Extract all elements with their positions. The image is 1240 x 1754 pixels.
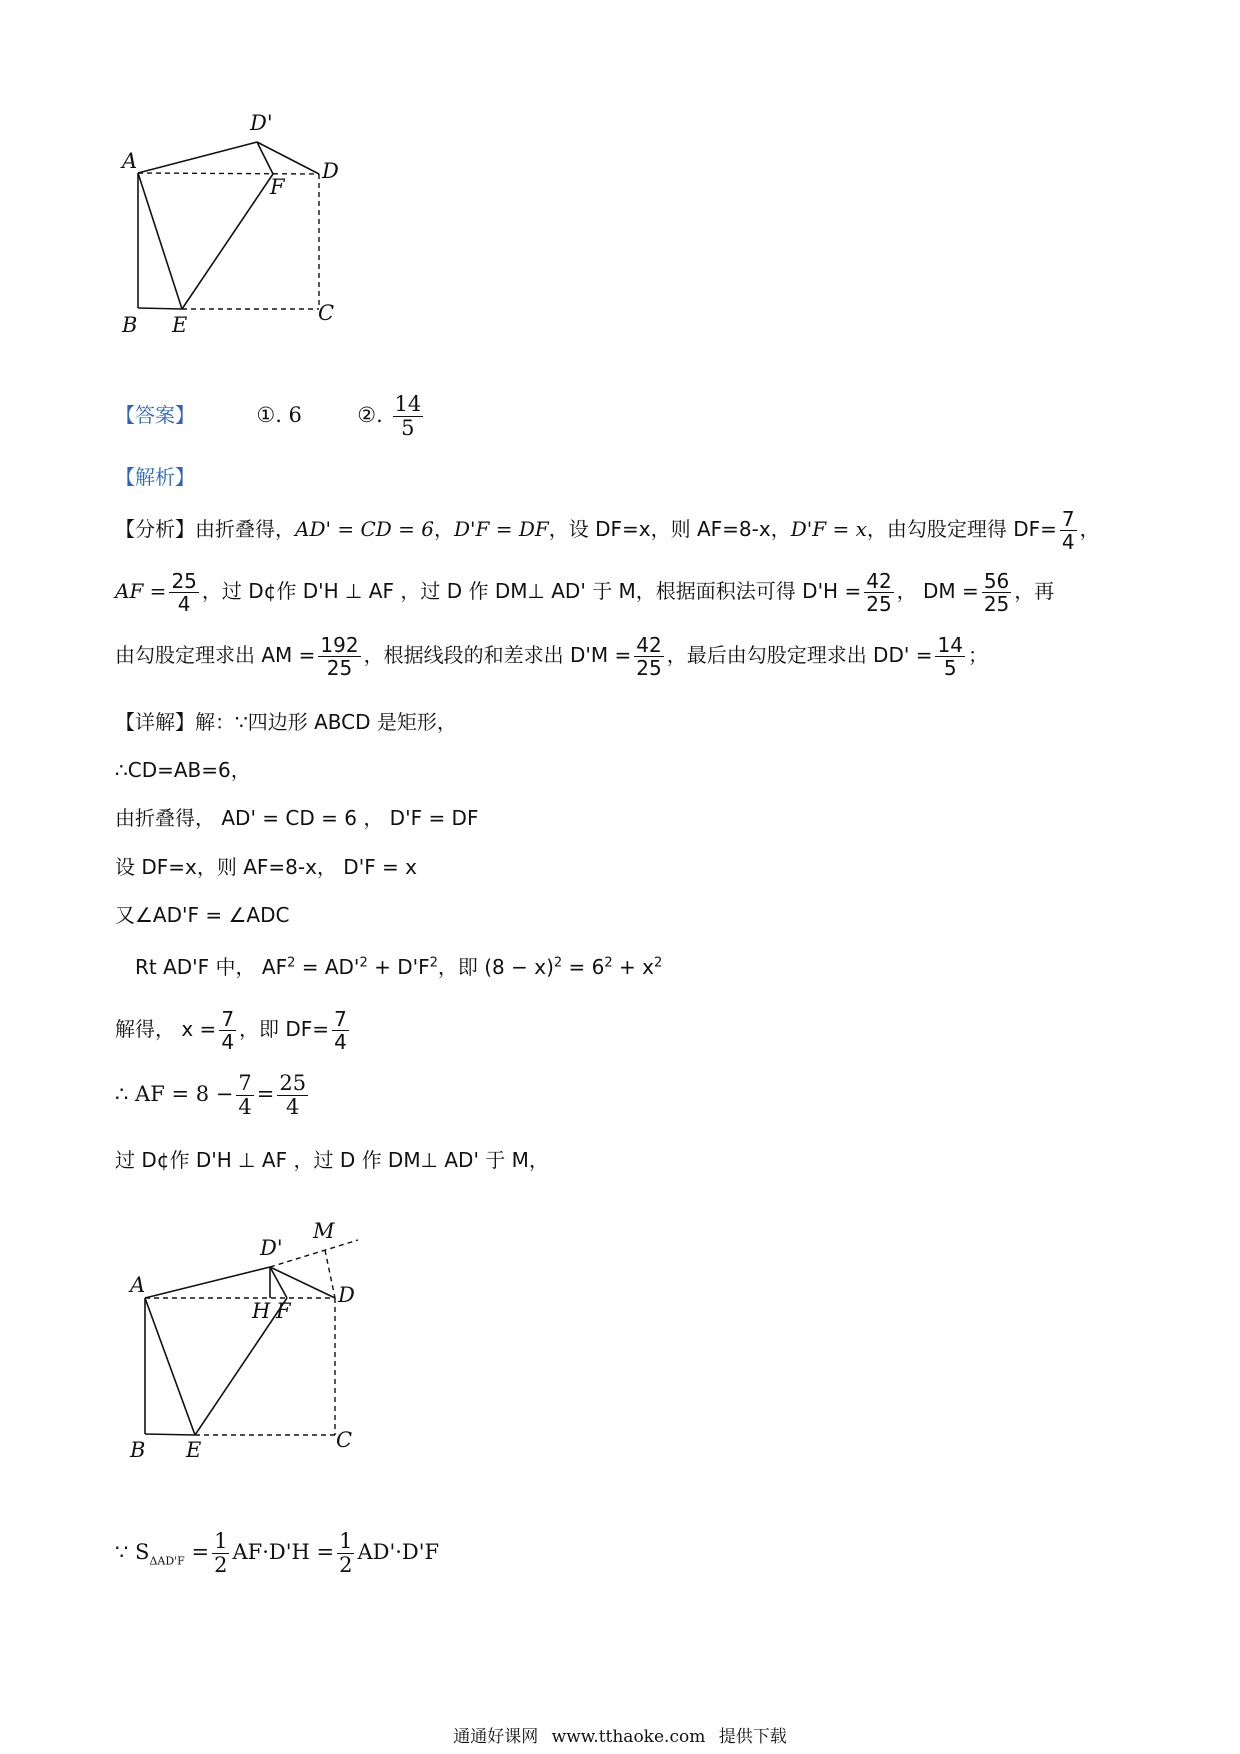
math-eq: D'F = x — [790, 517, 867, 541]
math-eq: AD' = CD = 6 — [295, 517, 434, 541]
fraction-num: 25 — [171, 569, 197, 593]
answer-2-fraction — [393, 393, 424, 440]
geometry-figure-1 — [100, 110, 400, 380]
detail-text: = — [256, 1082, 275, 1107]
exponent: 2 — [653, 955, 663, 971]
detail-text: Rt AD'F 中， AF — [135, 955, 288, 979]
analysis-line-2 — [115, 570, 1054, 615]
analysis-text: ， — [433, 517, 454, 541]
label-D: D — [338, 1283, 355, 1307]
detail-text: + D'F — [374, 955, 430, 979]
fraction-num: 42 — [636, 633, 662, 657]
detail-line-10 — [115, 1530, 439, 1577]
edge-EF — [182, 174, 273, 309]
detail-line-2 — [115, 758, 251, 782]
detail-line-6 — [135, 955, 662, 979]
detail-text: 解：∵四边形 ABCD 是矩形， — [195, 710, 457, 734]
analysis-text: ，由勾股定理得 DF= — [866, 517, 1057, 541]
label-C: C — [318, 301, 335, 325]
fraction-den: 2 — [339, 1553, 353, 1578]
detail-text: = AD' — [301, 955, 360, 979]
detail-text: ，即 (8 − x) — [437, 955, 554, 979]
fraction-den: 4 — [221, 1030, 235, 1054]
exponent: 2 — [429, 955, 438, 971]
answer-2-prefix: ②. — [357, 403, 383, 428]
subscript: ΔAD'F — [149, 1554, 185, 1568]
label-D: D — [322, 159, 339, 183]
detail-text: ，即 DF= — [239, 1017, 330, 1041]
fraction-den: 5 — [943, 656, 957, 680]
edge-D-prime-M-extension — [270, 1240, 358, 1267]
fraction-num: 1 — [339, 1529, 353, 1553]
detail-text: 过 D¢作 D'H ⊥ AF ，过 D 作 DM⊥ AD' 于 M， — [115, 1148, 549, 1172]
fraction-num: 25 — [279, 1071, 307, 1095]
exponent: 2 — [604, 955, 613, 971]
exponent: 2 — [553, 955, 563, 971]
label-M: M — [313, 1219, 335, 1243]
edge-DM-dashed — [325, 1250, 335, 1298]
fraction — [277, 1072, 308, 1119]
analysis-text: ，根据线段的和差求出 D'M = — [363, 643, 632, 667]
fraction-num: 192 — [320, 633, 359, 657]
fraction-num: 7 — [221, 1007, 235, 1031]
fraction — [864, 570, 893, 615]
geometry-figure-2 — [110, 1205, 410, 1485]
answer-line — [115, 393, 426, 440]
detail-text: 又∠AD'F = ∠ADC — [115, 903, 290, 927]
footer-left-text: 通通好课网 — [453, 1727, 539, 1747]
detail-line-8 — [115, 1072, 311, 1119]
detail-text: = 6 — [568, 955, 605, 979]
fraction-num: 42 — [866, 569, 892, 593]
edge-D-prime-D — [257, 142, 319, 174]
fraction-num: 56 — [983, 569, 1010, 593]
answer-1: ①. 6 — [256, 403, 302, 428]
fraction-den: 4 — [177, 592, 191, 616]
analysis-text: 由折叠得， — [195, 517, 295, 541]
label-C: C — [336, 1428, 353, 1452]
detail-text: + x — [619, 955, 654, 979]
fraction-den: 4 — [238, 1095, 252, 1120]
detail-text: ∵ S — [115, 1540, 150, 1565]
analysis-line-3 — [115, 634, 988, 679]
label-D-prime: D' — [250, 111, 273, 135]
label-B: B — [130, 1438, 146, 1462]
edge-D-prime-D — [270, 1267, 335, 1298]
label-F: F — [276, 1299, 291, 1323]
footer-right-text: 提供下载 — [718, 1727, 787, 1747]
analysis-fenxi-tag: 【分析】 — [115, 517, 195, 541]
fraction-den: 4 — [286, 1095, 300, 1120]
analysis-text: 由勾股定理求出 AM = — [115, 643, 316, 667]
fraction-den: 25 — [326, 656, 353, 680]
exponent: 2 — [287, 955, 296, 971]
edge-BE — [138, 308, 182, 309]
label-F: F — [270, 175, 285, 199]
label-E: E — [186, 1438, 202, 1462]
analysis-text: ，最后由勾股定理求出 DD' = — [666, 643, 933, 667]
edge-AE — [145, 1298, 195, 1435]
detail-text: ∴CD=AB=6， — [115, 758, 251, 782]
math-eq: AF = — [115, 579, 167, 603]
detail-tag: 【详解】 — [115, 710, 195, 734]
detail-text: 由折叠得， AD' = CD = 6 ， D'F = DF — [115, 806, 479, 830]
fraction — [318, 634, 360, 679]
label-E: E — [172, 313, 188, 337]
label-A: A — [130, 1273, 146, 1297]
detail-text: AF·D'H = — [232, 1540, 335, 1565]
fraction — [219, 1008, 236, 1053]
fraction — [212, 1530, 229, 1577]
edge-AD-prime — [145, 1267, 270, 1298]
figure-1-svg — [100, 110, 400, 380]
fraction — [236, 1072, 253, 1119]
fraction-num: 14 — [937, 633, 963, 657]
detail-line-4 — [115, 855, 417, 879]
fraction — [337, 1530, 354, 1577]
fraction — [169, 570, 198, 615]
answer-2-num: 14 — [394, 392, 422, 416]
fraction-den: 4 — [1061, 530, 1075, 554]
analysis-text: ， DM = — [896, 579, 979, 603]
answer-tag: 【答案】 — [115, 403, 195, 428]
edge-EF — [195, 1298, 287, 1435]
edge-AD-dashed — [138, 173, 319, 174]
analysis-text: ，过 D¢作 D'H ⊥ AF ，过 D 作 DM⊥ AD' 于 M，根据面积法可得 D'H = — [201, 579, 862, 603]
fraction-num: 7 — [334, 1007, 347, 1031]
exponent: 2 — [359, 955, 368, 971]
label-B: B — [122, 313, 138, 337]
fraction-den: 25 — [983, 592, 1010, 616]
detail-line-7 — [115, 1008, 352, 1053]
detail-line-9 — [115, 1148, 549, 1172]
math-eq: D'F = DF — [453, 517, 549, 541]
page-footer — [0, 1722, 1240, 1747]
label-H: H — [252, 1299, 271, 1323]
detail-text: ∴ AF = 8 − — [115, 1082, 234, 1107]
fraction-den: 4 — [334, 1030, 347, 1054]
fraction — [634, 634, 663, 679]
detail-line-5 — [115, 903, 289, 927]
analysis-text: ，再 — [1014, 579, 1055, 603]
edge-AE — [138, 173, 182, 309]
fraction-den: 25 — [636, 656, 662, 680]
fraction — [935, 634, 964, 679]
detail-text: 设 DF=x，则 AF=8-x， D'F = x — [115, 855, 418, 879]
detail-line-3 — [115, 806, 478, 830]
figure-2-svg — [110, 1205, 410, 1485]
analysis-tag: 【解析】 — [115, 465, 195, 489]
fraction — [982, 570, 1011, 615]
fraction — [332, 1008, 349, 1053]
footer-url-link[interactable]: www.tthaoke.com — [551, 1727, 706, 1747]
fraction-den: 25 — [866, 592, 892, 616]
fraction-num: 7 — [1061, 507, 1075, 531]
edge-BE — [145, 1434, 195, 1435]
analysis-text: ，设 DF=x，则 AF=8-x， — [548, 517, 791, 541]
detail-text: 解得， x = — [115, 1017, 217, 1041]
detail-text: = — [191, 1540, 210, 1565]
analysis-line-1 — [115, 508, 1100, 553]
label-D-prime: D' — [260, 1236, 283, 1260]
detail-text: AD'·D'F — [357, 1540, 440, 1565]
label-A: A — [122, 149, 138, 173]
fraction-den: 2 — [214, 1553, 228, 1578]
detail-line-1 — [115, 710, 457, 734]
analysis-tag-line — [115, 465, 195, 490]
analysis-text: ， — [1079, 517, 1100, 541]
fraction-num: 1 — [214, 1529, 228, 1553]
edge-AD-prime — [138, 142, 257, 173]
answer-2-den: 5 — [401, 416, 415, 441]
fraction — [1060, 508, 1077, 553]
analysis-text: ； — [967, 643, 988, 667]
fraction-num: 7 — [238, 1071, 252, 1095]
